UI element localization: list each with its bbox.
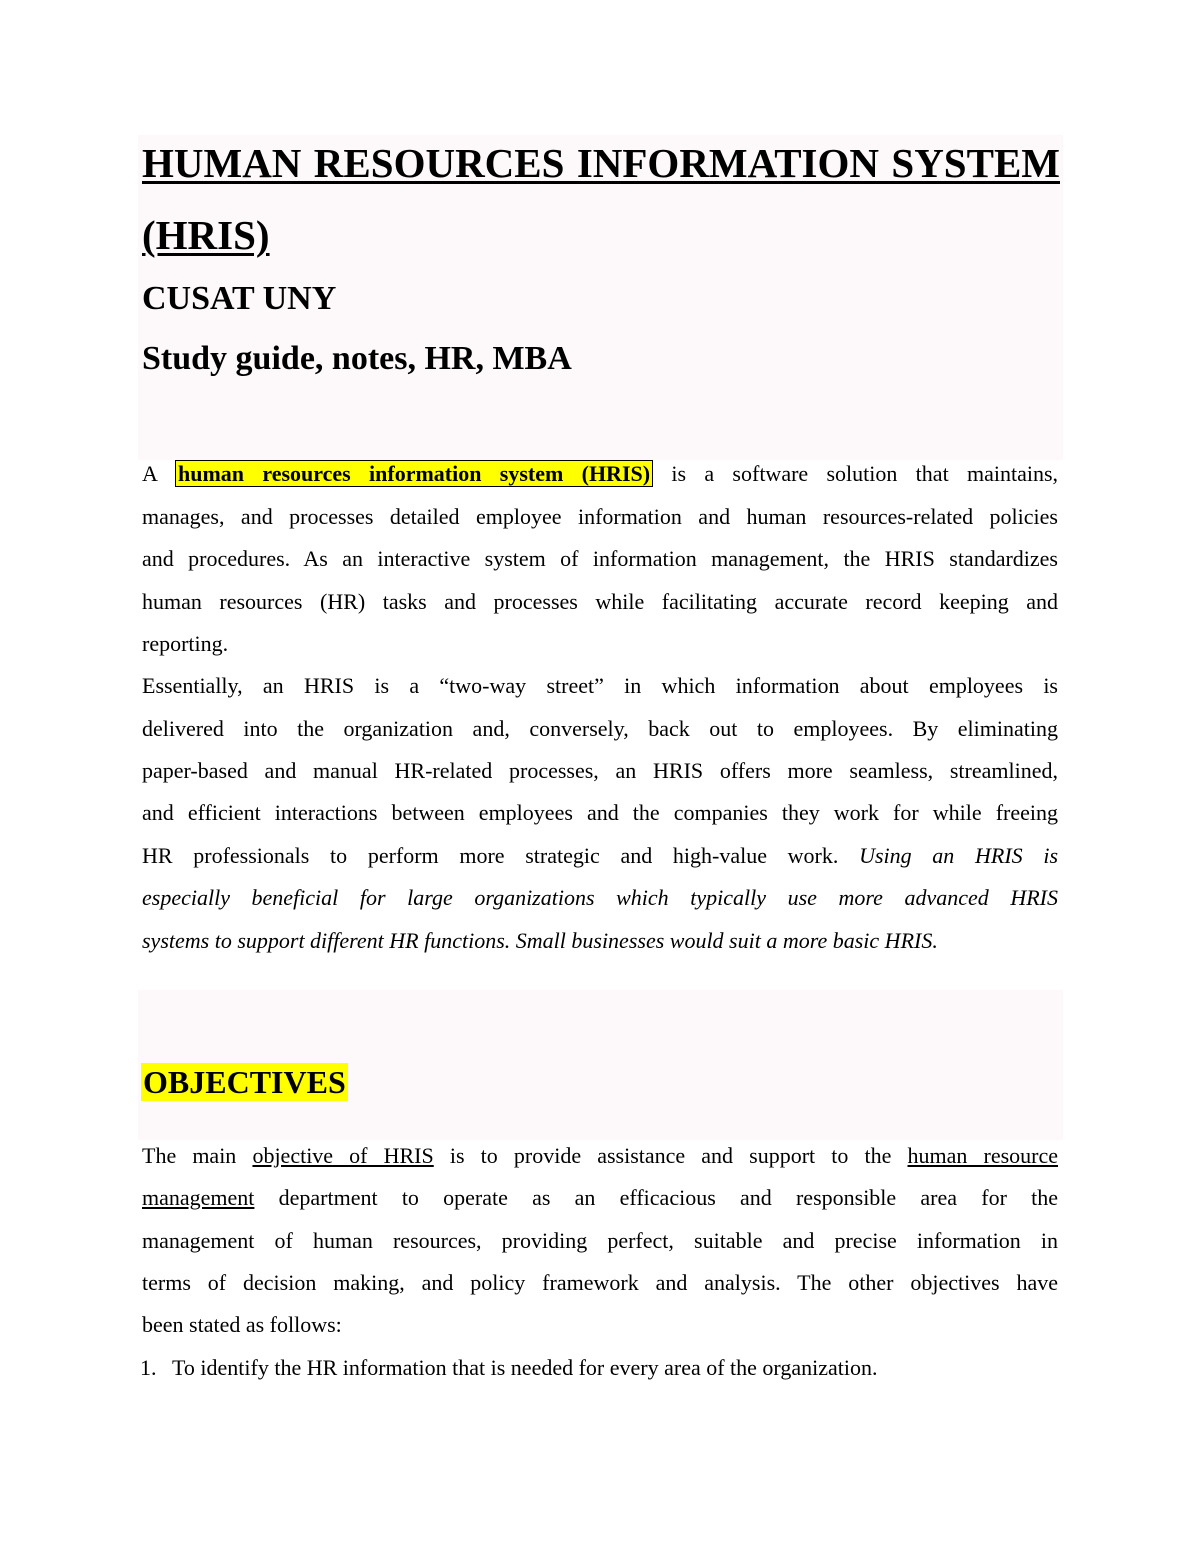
paragraph-2-line-4: and efficient interactions between employees and the companies they work for while freeing [142, 800, 1058, 825]
paragraph-2-line-7: systems to support different HR functions. Small businesses would suit a more basic HRIS. [142, 928, 938, 953]
paragraph-1-line-5: reporting. [142, 631, 229, 656]
paragraph-1-lead: A [142, 461, 157, 486]
objectives-heading: OBJECTIVES [143, 1064, 346, 1100]
paragraph-1-line-2: manages, and processes detailed employee information and human resources-related policies [142, 504, 1058, 529]
paragraph-1-line-1 [142, 463, 1058, 485]
paragraph-2-line-5-normal: HR professionals to perform more strategic and high-value work. [142, 843, 839, 868]
paragraph-2-line-5 [142, 845, 1058, 867]
link-human-resource-management-cont[interactable]: management [142, 1185, 255, 1210]
paragraph-3-line-2-rest: department to operate as an efficacious and responsible area for the [278, 1185, 1059, 1210]
paragraph-3-line-3: management of human resources, providing perfect, suitable and precise information in [142, 1228, 1058, 1253]
paragraph-1-line-1-rest: is a software solution that maintains, [671, 461, 1059, 486]
paragraph-2-line-1: Essentially, an HRIS is a “two-way street” in which information about employees is [142, 673, 1058, 698]
document-title-line-1: HUMAN RESOURCES INFORMATION SYSTEM [142, 140, 1060, 186]
document-title-line-2: (HRIS) [142, 212, 270, 258]
paragraph-3-line-5: been stated as follows: [142, 1312, 342, 1337]
list-item-1-text: To identify the HR information that is needed for every area of the organization. [172, 1355, 878, 1380]
paragraph-3-line-4: terms of decision making, and policy framework and analysis. The other objectives have [142, 1270, 1058, 1295]
link-objective-of-hris[interactable]: objective of HRIS [252, 1143, 434, 1168]
highlighted-term-hris: human resources information system (HRIS) [175, 460, 653, 487]
paragraph-3-text-b: is to provide assistance and support to the [449, 1143, 892, 1168]
paragraph-2-line-2: delivered into the organization and, conversely, back out to employees. By eliminating [142, 716, 1058, 741]
link-human-resource-management[interactable]: human resource [907, 1143, 1059, 1168]
subtitle-study-guide: Study guide, notes, HR, MBA [142, 340, 572, 377]
list-item-1-number: 1. [140, 1355, 157, 1380]
paragraph-1-line-4: human resources (HR) tasks and processes while facilitating accurate record keeping and [142, 589, 1058, 614]
paragraph-2-line-6: especially beneficial for large organizations which typically use more advanced HRIS [142, 885, 1058, 910]
paragraph-3-line-1 [142, 1145, 1058, 1167]
paragraph-3-text-a: The main [142, 1143, 237, 1168]
paragraph-2-line-3: paper-based and manual HR-related processes, an HRIS offers more seamless, streamlined, [142, 758, 1058, 783]
subtitle-university: CUSAT UNY [142, 280, 337, 317]
paragraph-1-line-3: and procedures. As an interactive system of information management, the HRIS standardizes [142, 546, 1058, 571]
paragraph-2-line-5-italic: Using an HRIS is [859, 843, 1059, 868]
paragraph-3-line-2 [142, 1187, 1058, 1209]
